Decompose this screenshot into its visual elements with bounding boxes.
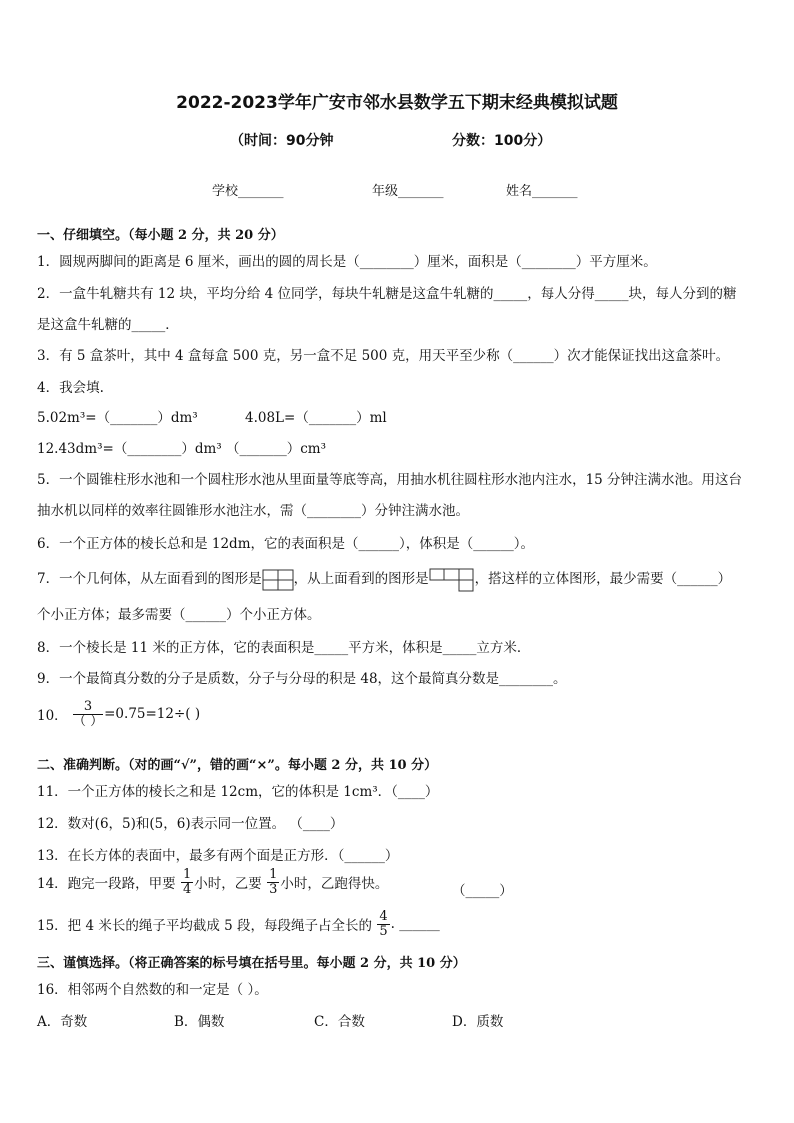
question-4-b: 4.08L=（_______）ml <box>245 410 387 426</box>
section-2-heading: 二、准确判断。（对的画“√”，错的画“×”。每小题 2 分，共 10 分） <box>37 758 438 773</box>
question-8: 8．一个棱长是 11 米的正方体，它的表面积是_____平方米，体积是_____立方米． <box>37 640 531 656</box>
question-10-prefix: 10． <box>37 708 68 725</box>
question-15-part-a: 15．把 4 米长的绳子平均截成 5 段，每段绳子占全长的 <box>37 918 373 935</box>
option-a: A．奇数 <box>37 1014 88 1030</box>
question-14-fraction-1 <box>181 868 193 896</box>
question-14-fraction-2 <box>267 868 279 896</box>
fraction-1-numerator: 1 <box>182 867 192 882</box>
question-10-numerator: 3 <box>73 700 103 715</box>
question-15 <box>37 910 440 938</box>
top-view-figure <box>429 568 475 592</box>
question-14-part-a: 14．跑完一段路，甲要 <box>37 876 176 893</box>
question-12: 12．数对(6，5)和(5，6)表示同一位置。 （____） <box>37 816 344 832</box>
page-title: 2022-2023学年广安市邻水县数学五下期末经典模拟试题 <box>176 93 618 113</box>
name-field: 姓名_______ <box>506 184 578 199</box>
question-7-line-1 <box>37 567 731 592</box>
question-7-line-2: 个小正方体；最多需要（______）个小正方体。 <box>37 607 321 623</box>
question-7-part-a: 7．一个几何体，从左面看到的图形是 <box>37 571 262 587</box>
question-14-part-c: 小时，乙跑得快。 <box>280 876 389 893</box>
grade-field: 年级_______ <box>372 184 444 199</box>
question-5-line-2: 抽水机以同样的效率往圆锥形水池注水，需（________）分钟注满水池。 <box>37 503 469 519</box>
fraction-3-numerator: 4 <box>379 909 388 924</box>
question-16: 16．相邻两个自然数的和一定是（ ）。 <box>37 982 268 998</box>
question-13: 13．在长方体的表面中，最多有两个面是正方形．（______） <box>37 848 399 864</box>
question-15-part-b: . ______ <box>390 916 440 933</box>
fraction-1-denominator: 4 <box>182 881 192 897</box>
question-14-answer-blank: （_____） <box>452 883 513 899</box>
school-field: 学校_______ <box>212 184 284 199</box>
question-10 <box>37 700 200 728</box>
exam-time: （时间：90分钟 <box>230 133 334 149</box>
question-7-part-b: ，从上面看到的图形是 <box>293 571 429 587</box>
question-4-c: 12.43dm³=（________）dm³ （_______）cm³ <box>37 441 326 457</box>
question-7-part-c: ，搭这样的立体图形，最少需要（______） <box>474 571 732 587</box>
option-c: C．合数 <box>314 1014 365 1030</box>
question-2-line-1: 2．一盒牛轧糖共有 12 块，平均分给 4 位同学，每块牛轧糖是这盒牛轧糖的_____，每人分得_____块，每人分到的糖 <box>37 286 737 302</box>
question-3: 3．有 5 盒茶叶，其中 4 盒每盒 500 克，另一盒不足 500 克，用天平至少称（______）次才能保证找出这盒茶叶。 <box>37 348 730 364</box>
option-d: D．质数 <box>452 1014 504 1030</box>
fraction-2-numerator: 1 <box>269 867 278 882</box>
question-10-suffix: =0.75=12÷( ) <box>104 706 201 723</box>
question-14 <box>37 868 388 896</box>
question-5-line-1: 5．一个圆锥柱形水池和一个圆柱形水池从里面量等底等高，用抽水机往圆柱形水池内注水，15 分钟注满水池。用这台 <box>37 472 743 488</box>
section-1-heading: 一、仔细填空。（每小题 2 分，共 20 分） <box>37 228 284 243</box>
exam-score: 分数：100分） <box>452 133 552 149</box>
section-3-heading: 三、谨慎选择。（将正确答案的标号填在括号里。每小题 2 分，共 10 分） <box>37 956 466 971</box>
fraction-3-denominator: 5 <box>379 923 388 939</box>
question-1: 1．圆规两脚间的距离是 6 厘米，画出的圆的周长是（________）厘米，面积是（________）平方厘米。 <box>37 254 657 270</box>
question-11: 11．一个正方体的棱长之和是 12cm，它的体积是 1cm³．（____） <box>37 784 439 800</box>
question-4-a: 5.02m³=（_______）dm³ <box>37 410 198 426</box>
question-4: 4．我会填. <box>37 380 104 396</box>
question-2-line-2: 是这盒牛轧糖的_____． <box>37 317 179 333</box>
question-15-fraction <box>377 910 389 938</box>
question-14-part-b: 小时，乙要 <box>194 876 262 893</box>
question-10-denominator: （ ） <box>72 713 104 729</box>
fraction-2-denominator: 3 <box>269 881 278 897</box>
question-6: 6．一个正方体的棱长总和是 12dm，它的表面积是（______），体积是（______）。 <box>37 536 535 552</box>
question-10-fraction <box>73 700 103 728</box>
option-b: B．偶数 <box>174 1014 225 1030</box>
question-9: 9．一个最简真分数的分子是质数，分子与分母的积是 48，这个最简真分数是________。 <box>37 671 567 687</box>
left-view-figure <box>262 569 294 591</box>
